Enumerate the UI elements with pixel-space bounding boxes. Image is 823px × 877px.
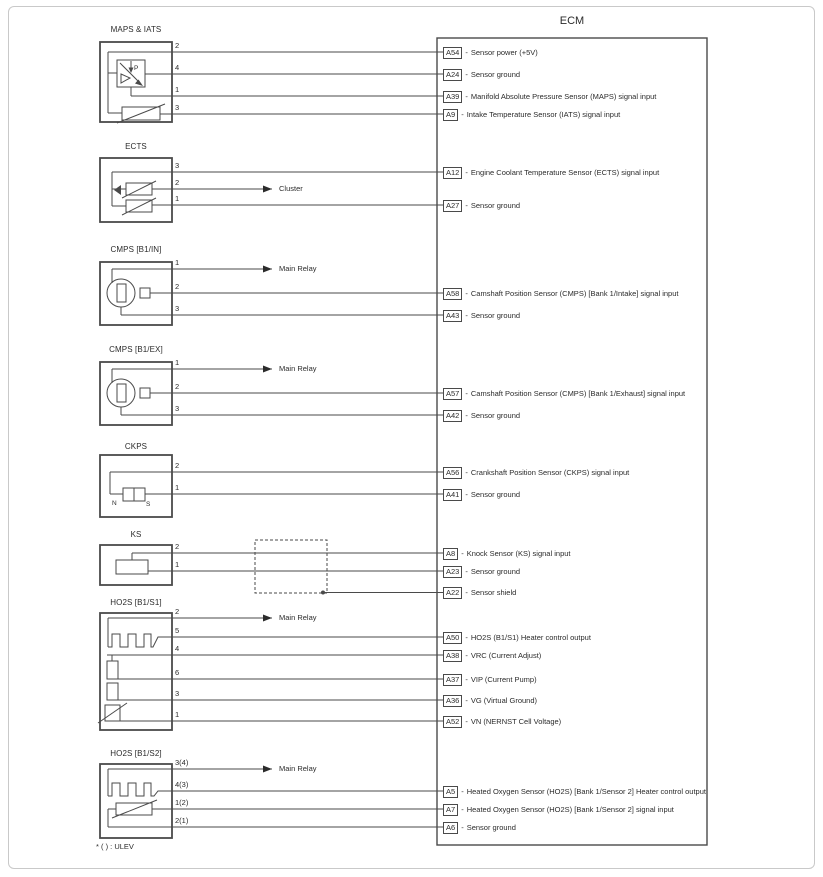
- magnet-pole-s: [134, 488, 145, 501]
- arrowhead-icon: [135, 80, 143, 87]
- ecm-pin-row-a27: [443, 199, 520, 212]
- ecm-pin-desc: Sensor ground: [470, 311, 521, 320]
- connector-pin-number: 2: [175, 178, 180, 187]
- connector-pin-number: 1: [175, 560, 180, 569]
- ecm-pin-separator: -: [465, 490, 468, 499]
- connector-ects: [100, 158, 443, 222]
- magnet-n-label: N: [112, 500, 117, 507]
- ecm-pin-row-a9: [443, 108, 620, 121]
- main-relay-label: Main Relay: [279, 613, 317, 622]
- main-relay-label: Main Relay: [279, 364, 317, 373]
- ecm-pin-row-a12: [443, 166, 659, 179]
- cmps-output-symbol: [140, 288, 150, 298]
- ecm-pin-desc: VRC (Current Adjust): [470, 651, 542, 660]
- connector-pin-number: 4(3): [175, 780, 189, 789]
- ecm-pin-separator: -: [465, 389, 468, 398]
- connector-pin-number: 1: [175, 483, 180, 492]
- ecm-pin-desc: Sensor ground: [470, 490, 521, 499]
- ecm-pin-separator: -: [465, 411, 468, 420]
- connector-maps-iats: [100, 42, 443, 123]
- ecm-pin-separator: -: [465, 468, 468, 477]
- connector-pin-number: 3(4): [175, 758, 189, 767]
- ecm-pin-desc: Sensor ground: [470, 411, 521, 420]
- ecm-pin-separator: -: [465, 201, 468, 210]
- ecm-pin-desc: Heated Oxygen Sensor (HO2S) [Bank 1/Sensor 2] signal input: [466, 805, 674, 814]
- ecm-pin-separator: -: [461, 787, 464, 796]
- ecm-pin-desc: Manifold Absolute Pressure Sensor (MAPS) signal input: [470, 92, 657, 101]
- ecm-pin-desc: Sensor ground: [470, 70, 521, 79]
- ecm-pin-row-a41: [443, 488, 520, 501]
- connector-name-maps-iats: MAPS & IATS: [110, 25, 162, 34]
- piezo-element-symbol: [116, 560, 148, 574]
- connector-name-cmps-ex: CMPS [B1/EX]: [109, 345, 163, 354]
- connector-pin-number: 6: [175, 668, 180, 677]
- ecm-pin-desc: VIP (Current Pump): [470, 675, 537, 684]
- connector-pin-number: 2: [175, 607, 180, 616]
- ecm-pin-desc: Camshaft Position Sensor (CMPS) [Bank 1/Intake] signal input: [470, 289, 679, 298]
- ks-box: [100, 545, 172, 585]
- ecm-pin-separator: -: [465, 567, 468, 576]
- ho2s-s1-box: [100, 613, 172, 730]
- cluster-label: Cluster: [279, 184, 303, 193]
- connector-ho2s-s2: [100, 764, 443, 838]
- ecm-pin-desc: HO2S (B1/S1) Heater control output: [470, 633, 591, 642]
- ecm-title: ECM: [559, 15, 585, 27]
- ecm-pin-code: A9: [443, 109, 458, 121]
- magnet-pole-n: [123, 488, 134, 501]
- connector-name-ks: KS: [130, 530, 142, 539]
- ecm-pin-desc: Sensor ground: [466, 823, 516, 832]
- connector-pin-number: 1(2): [175, 798, 189, 807]
- heater-coil-symbol: [108, 783, 172, 796]
- ecm-pin-separator: -: [465, 70, 468, 79]
- ecm-pin-desc: Sensor ground: [470, 567, 521, 576]
- connector-pin-number: 3: [175, 404, 180, 413]
- ecm-pin-desc: Engine Coolant Temperature Sensor (ECTS) signal input: [470, 168, 660, 177]
- hall-sensor-symbol: [107, 379, 135, 407]
- maps-p-label: P: [134, 65, 139, 72]
- ecm-pin-separator: -: [461, 823, 464, 832]
- ecm-pin-row-a50: [443, 631, 591, 644]
- ecm-pin-row-a6: [443, 821, 516, 834]
- ecm-pin-code: A24: [443, 69, 462, 81]
- ecm-pin-desc: Sensor shield: [470, 588, 517, 597]
- connector-pin-number: 3: [175, 689, 180, 698]
- ecm-pin-code: A54: [443, 47, 462, 59]
- ecm-pin-code: A36: [443, 695, 462, 707]
- ecm-pin-desc: Camshaft Position Sensor (CMPS) [Bank 1/Exhaust] signal input: [470, 389, 686, 398]
- gauge-sender-icon: [114, 185, 121, 195]
- connector-pin-number: 4: [175, 644, 180, 653]
- cell-symbol: [107, 683, 118, 700]
- arrowhead-icon: [263, 615, 272, 622]
- ecm-pin-row-a39: [443, 90, 656, 103]
- cell-symbol: [107, 661, 118, 679]
- ecm-pin-row-a7: [443, 803, 674, 816]
- connector-name-ects: ECTS: [125, 142, 147, 151]
- ecm-pin-code: A58: [443, 288, 462, 300]
- ecm-pin-separator: -: [461, 805, 464, 814]
- ecm-pin-row-a36: [443, 694, 537, 707]
- connector-pin-number: 2: [175, 461, 180, 470]
- ecm-pin-row-a8: [443, 547, 571, 560]
- ecm-pin-desc: Intake Temperature Sensor (IATS) signal input: [466, 110, 621, 119]
- ecm-pin-code: A22: [443, 587, 462, 599]
- hall-element: [117, 384, 126, 402]
- ecm-pin-row-a24: [443, 68, 520, 81]
- ecm-pin-code: A57: [443, 388, 462, 400]
- ulev-footnote: * ( ) : ULEV: [96, 842, 134, 851]
- connector-pin-number: 2: [175, 382, 180, 391]
- ecm-pin-row-a42: [443, 409, 520, 422]
- ecm-pin-row-a5: [443, 785, 706, 798]
- ecm-pin-code: A7: [443, 804, 458, 816]
- ecm-pin-separator: -: [461, 549, 464, 558]
- arrowhead-icon: [263, 766, 272, 773]
- ecm-pin-code: A8: [443, 548, 458, 560]
- main-relay-label: Main Relay: [279, 764, 317, 773]
- ecm-pin-row-a54: [443, 46, 538, 59]
- ecm-pin-code: A43: [443, 310, 462, 322]
- ecm-pin-separator: -: [465, 289, 468, 298]
- connector-pin-number: 2(1): [175, 816, 189, 825]
- ecm-pin-row-a22: [443, 586, 516, 599]
- connector-ckps: [100, 455, 443, 517]
- connector-ks: [100, 540, 443, 595]
- ecm-pin-separator: -: [465, 633, 468, 642]
- ecm-pin-code: A12: [443, 167, 462, 179]
- maps-triangle: [121, 74, 130, 83]
- ecm-pin-separator: -: [465, 92, 468, 101]
- ecm-pin-row-a57: [443, 387, 685, 400]
- ecm-pin-separator: -: [465, 48, 468, 57]
- connector-name-ho2s-s2: HO2S [B1/S2]: [110, 749, 162, 758]
- connector-pin-number: 3: [175, 103, 180, 112]
- hall-element: [117, 284, 126, 302]
- connector-cmps-in: [100, 262, 443, 325]
- arrowhead-icon: [263, 186, 272, 193]
- connector-pin-number: 3: [175, 161, 180, 170]
- connector-pin-number: 1: [175, 258, 180, 267]
- ecm-pin-desc: Heated Oxygen Sensor (HO2S) [Bank 1/Sensor 2] Heater control output: [466, 787, 706, 796]
- connector-name-ho2s-s1: HO2S [B1/S1]: [110, 598, 162, 607]
- ecm-pin-row-a23: [443, 565, 520, 578]
- ecm-pin-code: A41: [443, 489, 462, 501]
- ecm-pin-row-a58: [443, 287, 678, 300]
- connector-pin-number: 1: [175, 85, 180, 94]
- ecm-pin-row-a52: [443, 715, 561, 728]
- ecm-pin-code: A37: [443, 674, 462, 686]
- ecm-pin-desc: VG (Virtual Ground): [470, 696, 537, 705]
- ecm-pin-code: A6: [443, 822, 458, 834]
- ecm-pin-separator: -: [461, 110, 464, 119]
- ecm-pin-row-a43: [443, 309, 520, 322]
- variable-resistor-arrow: [98, 703, 127, 723]
- ecm-pin-row-a38: [443, 649, 541, 662]
- connector-pin-number: 5: [175, 626, 180, 635]
- connector-name-cmps-in: CMPS [B1/IN]: [110, 245, 162, 254]
- ecm-pin-row-a37: [443, 673, 537, 686]
- connector-cmps-ex: [100, 362, 443, 425]
- ecm-pin-separator: -: [465, 588, 468, 597]
- arrowhead-icon: [263, 366, 272, 373]
- arrowhead-icon: [263, 266, 272, 273]
- magnet-s-label: S: [146, 501, 151, 508]
- ckps-box: [100, 455, 172, 517]
- ecm-pin-separator: -: [465, 168, 468, 177]
- ecm-pin-code: A52: [443, 716, 462, 728]
- connector-pin-number: 2: [175, 41, 180, 50]
- ecm-pin-desc: Crankshaft Position Sensor (CKPS) signal input: [470, 468, 630, 477]
- ecm-pin-desc: Sensor power (+5V): [470, 48, 538, 57]
- ecm-pin-code: A39: [443, 91, 462, 103]
- ecm-pin-separator: -: [465, 651, 468, 660]
- connector-pin-number: 3: [175, 304, 180, 313]
- maps-iats-box: [100, 42, 172, 122]
- connector-pin-number: 2: [175, 542, 180, 551]
- heater-coil-symbol: [108, 634, 172, 647]
- cable-shield-box: [255, 540, 327, 593]
- ecm-pin-code: A5: [443, 786, 458, 798]
- ecm-pin-desc: Sensor ground: [470, 201, 521, 210]
- connector-pin-number: 2: [175, 282, 180, 291]
- ecm-pin-separator: -: [465, 717, 468, 726]
- ecm-pin-code: A38: [443, 650, 462, 662]
- ecm-pin-code: A27: [443, 200, 462, 212]
- ecm-pin-separator: -: [465, 696, 468, 705]
- ecm-pin-code: A50: [443, 632, 462, 644]
- ecm-pin-desc: Knock Sensor (KS) signal input: [466, 549, 571, 558]
- main-relay-label: Main Relay: [279, 264, 317, 273]
- ecm-pin-desc: VN (NERNST Cell Voltage): [470, 717, 562, 726]
- connector-pin-number: 1: [175, 194, 180, 203]
- hall-sensor-symbol: [107, 279, 135, 307]
- ecm-pin-code: A42: [443, 410, 462, 422]
- connector-pin-number: 1: [175, 358, 180, 367]
- ecm-pin-code: A23: [443, 566, 462, 578]
- connector-ho2s-s1: [98, 613, 443, 730]
- ecm-pin-separator: -: [465, 311, 468, 320]
- connector-name-ckps: CKPS: [124, 442, 148, 451]
- cmps-output-symbol: [140, 388, 150, 398]
- connector-pin-number: 1: [175, 710, 180, 719]
- ecm-pin-separator: -: [465, 675, 468, 684]
- ecm-pin-code: A56: [443, 467, 462, 479]
- connector-pin-number: 4: [175, 63, 180, 72]
- ecm-pin-row-a56: [443, 466, 629, 479]
